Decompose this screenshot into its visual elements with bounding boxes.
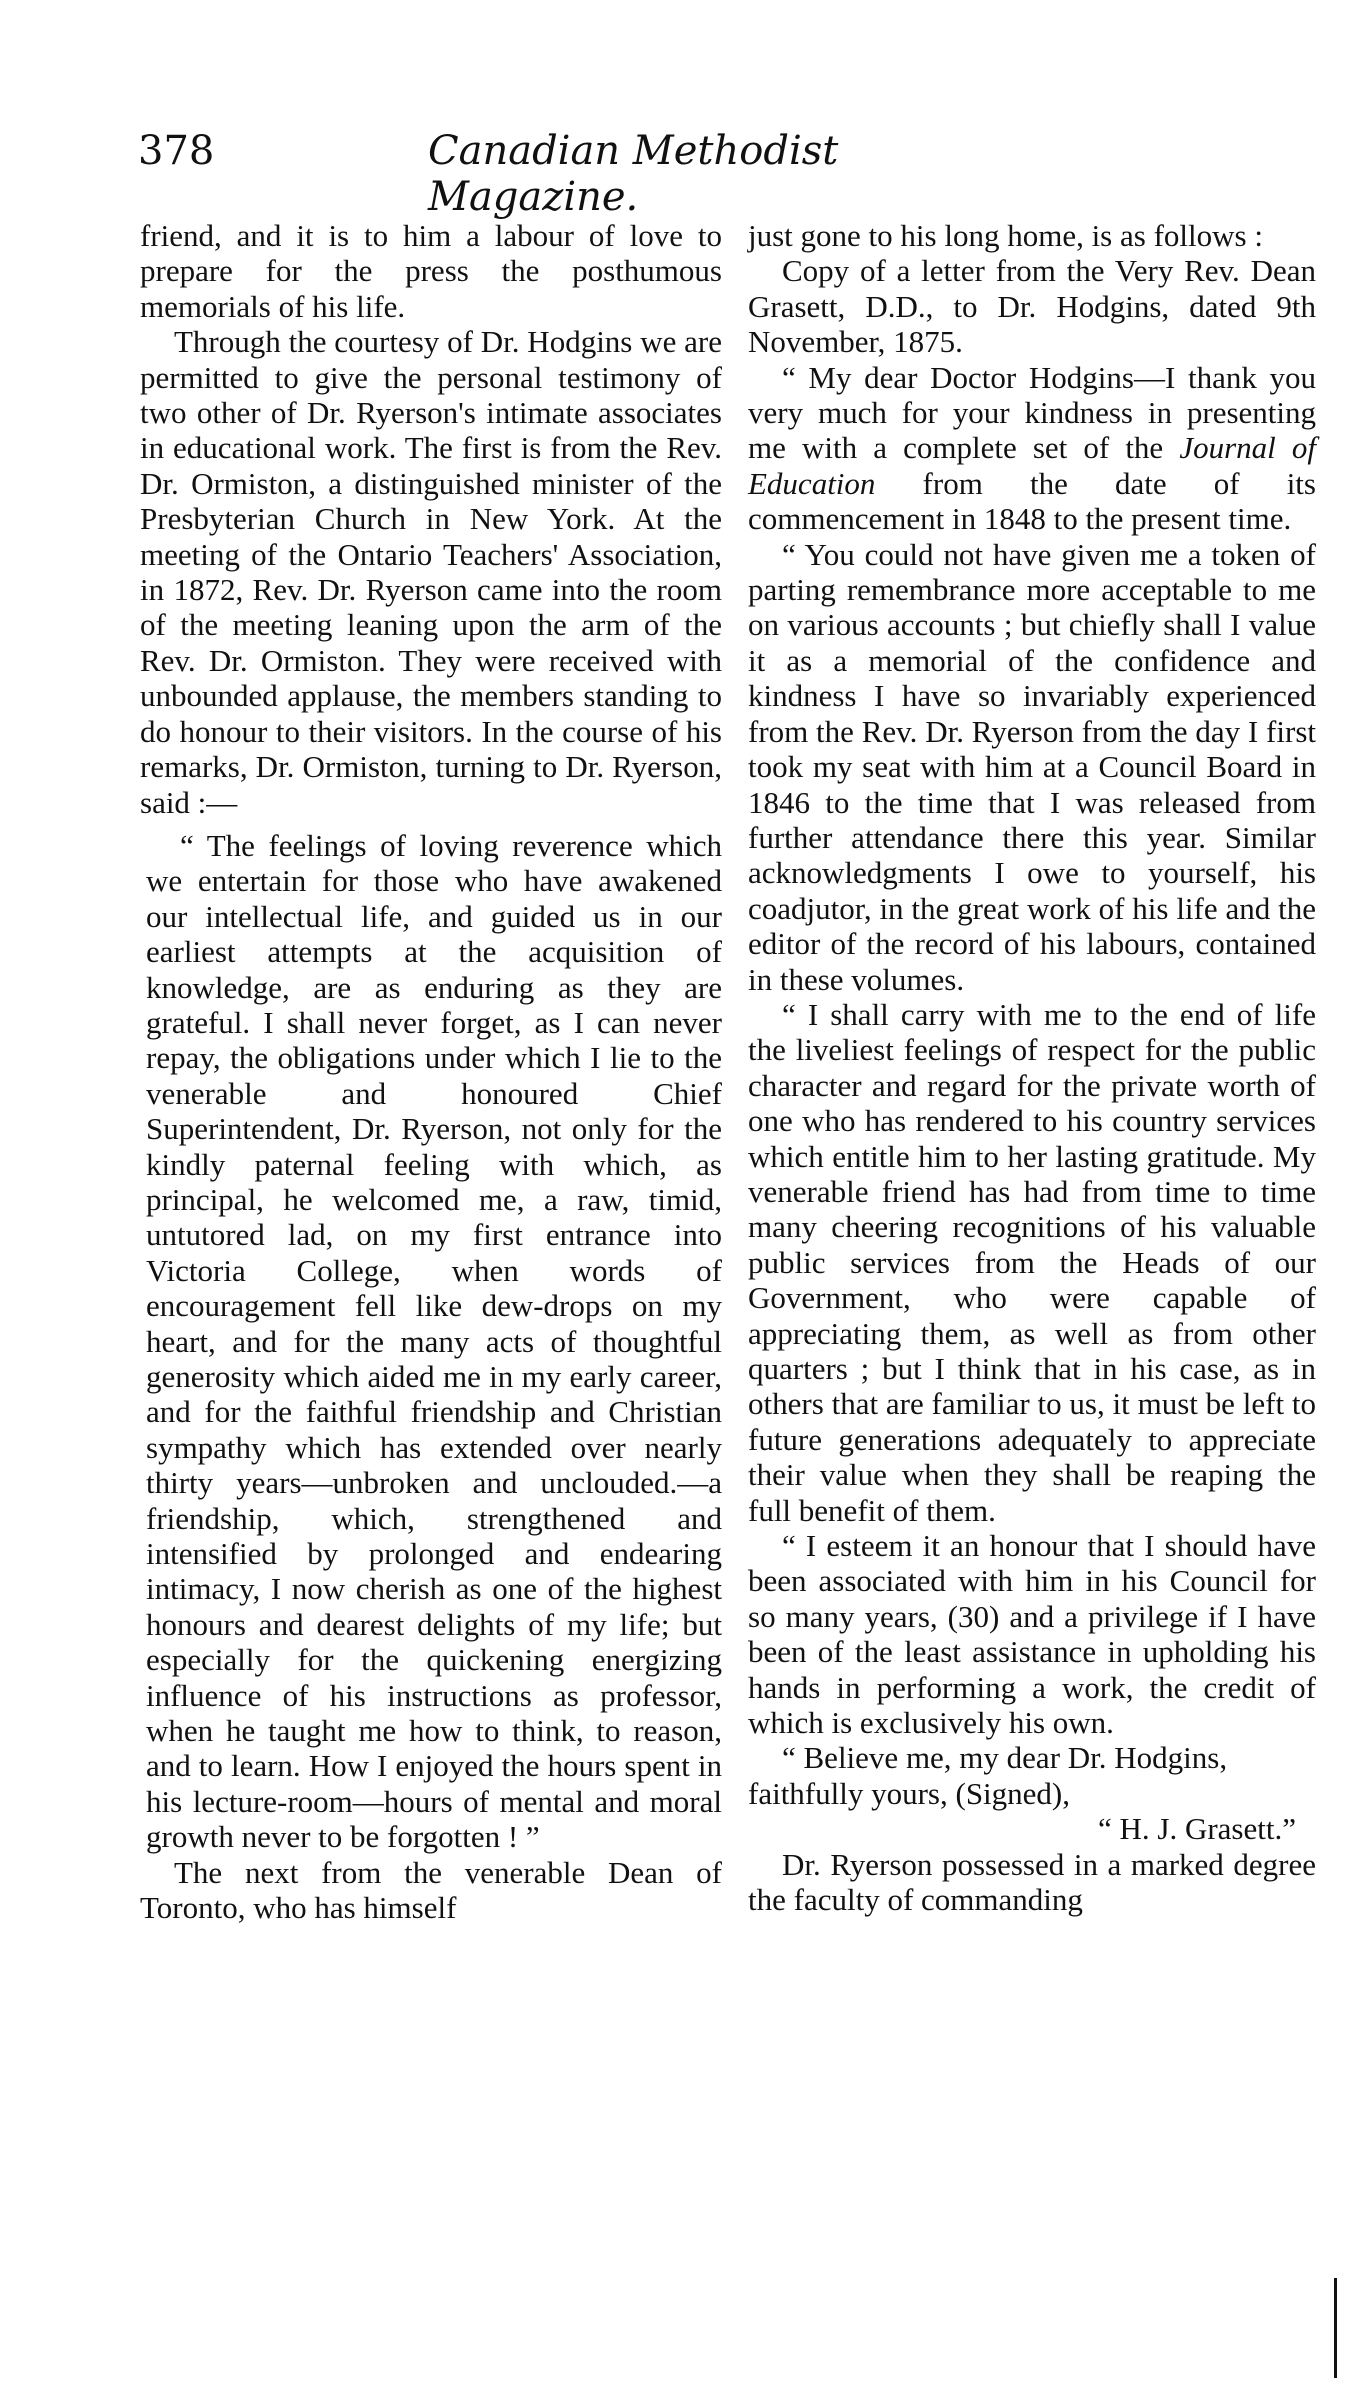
spacer (140, 820, 722, 828)
paragraph (748, 360, 1316, 537)
text-span: from the date of its commencement in 1848 to the present time. (748, 465, 1316, 537)
signature: “ H. J. Grasett.” (1098, 1811, 1296, 1847)
journal-title: Journal of Education (748, 430, 1316, 501)
running-title: Canadian Methodist Magazine. (428, 128, 839, 220)
left-column (140, 218, 722, 1926)
paragraph: Dr. Ryerson possessed in a marked degree the faculty of commanding (748, 1846, 1316, 1918)
paragraph: The next from the venerable Dean of Toronto, who has himself (140, 1854, 722, 1926)
paragraph: Through the courtesy of Dr. Hodgins we are permitted to give the personal testimony of two other of Dr. Ryerson's intimate associates in educational work. The first is from the Rev. Dr. Ormiston, a distinguished minister of the Presbyterian Church in New York. At the meeting of the Ontario Teachers' Association, in 1872, Rev. Dr. Ryerson came into the room of the meeting leaning upon the arm of the Rev. Dr. Ormiston. They were received with unbounded applause, the members standing to do honour to their visitors. In the course of his remarks, Dr. Ormiston, turning to Dr. Ryerson, said :— (140, 324, 722, 820)
paragraph: “ Believe me, my dear Dr. Hodgins, faithfully yours, (Signed), (748, 1740, 1228, 1811)
paragraph: “ I shall carry with me to the end of life the liveliest feelings of respect for the public character and regard for the private worth of one who has rendered to his country services which entitle him to her lasting gratitude. My venerable friend has had from time to time many cheering recognitions of his valuable public services from the Heads of our Government, who were capable of appreciating them, as well as from other quarters ; but I think that in his case, as in others that are familiar to us, it must be left to future generations adequately to appreciate their value when they shall be reaping the full benefit of them. (748, 996, 1316, 1528)
quote-paragraph: “ The feelings of loving reverence which we entertain for those who have awakened our intellectual life, and guided us in our earliest attempts at the acquisition of knowledge, are as enduring as they are grateful. I shall never forget, as I can never repay, the obligations under which I lie to the venerable and honoured Chief Superintendent, Dr. Ryerson, not only for the kindly paternal feeling with which, as principal, he welcomed me, a raw, timid, untutored lad, on my first entrance into Victoria College, when words of encouragement fell like dew-drops on my heart, and for the many acts of thoughtful generosity which aided me in my early career, and for the faithful friendship and Christian sympathy which has extended over nearly thirty years—unbroken and unclouded.—a friendship, which, strengthened and intensified by prolonged and endearing intimacy, I now cherish as one of the highest honours and dearest delights of my life; but especially for the quickening energizing influence of his instructions as professor, when he taught me how to think, to reason, and to learn. How I enjoyed the hours spent in his lecture-room—hours of mental and moral growth never to be forgotten ! ” (146, 827, 722, 1855)
paragraph: “ I esteem it an honour that I should have been associated with him in his Council for so many years, (30) and a privilege if I have been of the least assistance in upholding his hands in performing a work, the credit of which is exclusively his own. (748, 1528, 1316, 1741)
paragraph: “ You could not have given me a token of parting remembrance more acceptable to me on various accounts ; but chiefly shall I value it as a memorial of the confidence and kindness I have so invariably experienced from the Rev. Dr. Ryerson from the day I first took my seat with him at a Council Board in 1846 to the time that I was released from further attendance there this year. Similar acknowledgments I owe to yourself, his coadjutor, in the great work of his life and the editor of the record of his labours, contained in these volumes. (748, 536, 1316, 997)
paragraph: Copy of a letter from the Very Rev. Dean Grasett, D.D., to Dr. Hodgins, dated 9th November, 1875. (748, 253, 1316, 360)
paragraph: friend, and it is to him a labour of love to prepare for the press the posthumous memorials of his life. (140, 218, 722, 324)
right-column (748, 218, 1316, 1918)
margin-rule (1334, 2278, 1337, 2378)
page-header (138, 128, 1028, 220)
paragraph: just gone to his long home, is as follows : (748, 218, 1263, 253)
page-number: 378 (138, 128, 215, 174)
text-span: “ My dear Doctor Hodgins—I thank you very much for your kindness in presenting me with a complete set of the (748, 359, 1316, 466)
